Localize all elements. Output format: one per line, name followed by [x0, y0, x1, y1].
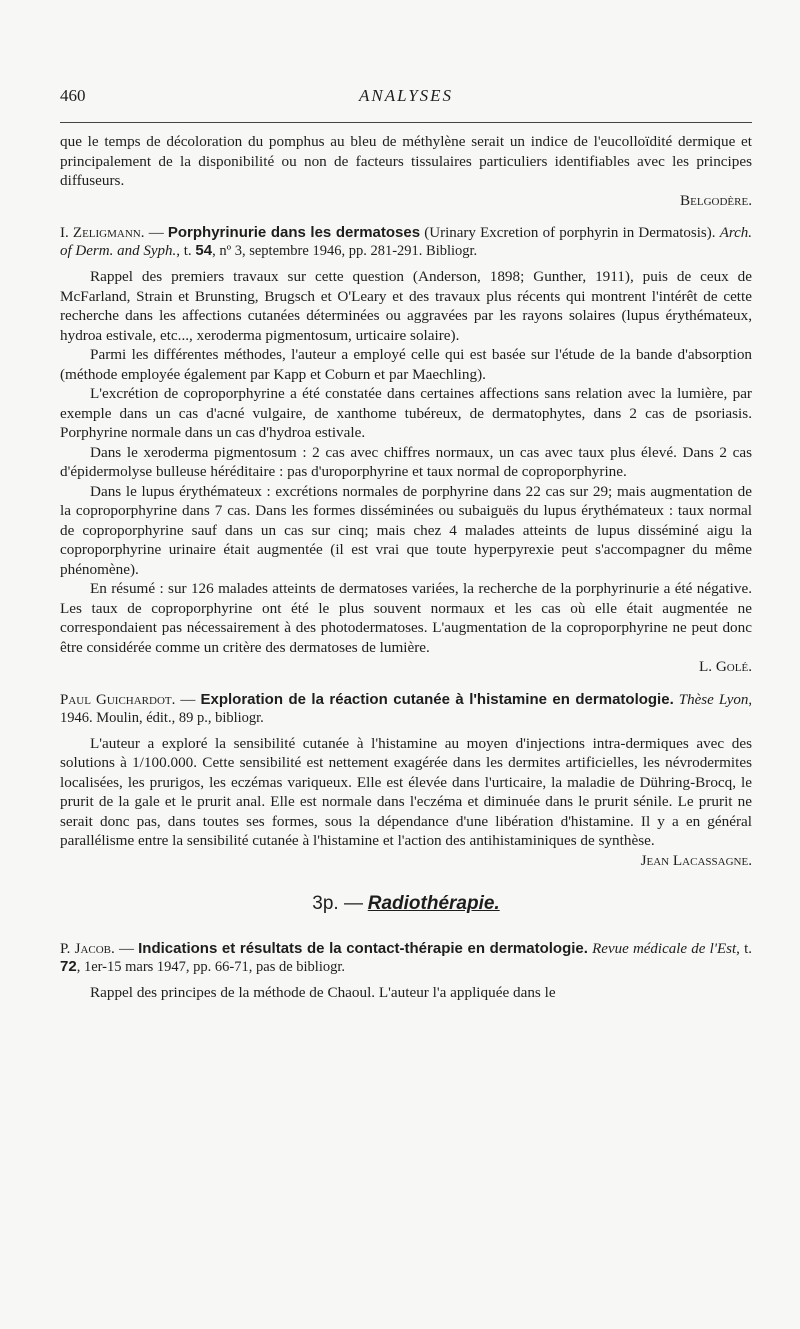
article1-volume: 54	[195, 242, 213, 259]
page-header	[60, 86, 752, 116]
article3-details: , 1er-15 mars 1947, pp. 66-71, pas de bibliogr.	[76, 958, 346, 975]
article2-reference	[60, 691, 752, 727]
article2-paragraph: L'auteur a exploré la sensibilité cutanée à l'histamine au moyen d'injections intra-dermiques avec des solutions à 1/100.000. Cette sensibilité est nettement exagérée dans les dermites artificielles, les névrodermites localisées, les prurigos, les eczémas variqueux. Elle est élevée dans l'urticaire, la maladie de Dühring-Brocq, le prurit de la gale et le prurit anal. Elle est normale dans l'eczéma et diminuée dans le prurit sénile. Le prurit ne serait donc pas, dans toutes ses formes, sous la dépendance d'une libération d'histamine. Il y a en général parallélisme entre la sensibilité cutanée à l'histamine et l'action des antihistaminiques de synthèse.	[60, 734, 752, 849]
article2-signature: Jean Lacassagne.	[640, 851, 752, 869]
article3-author: P. Jacob.	[60, 940, 115, 957]
article3-volume: 72	[60, 957, 77, 975]
section-title: Radiothérapie.	[367, 893, 500, 914]
section-heading	[60, 894, 752, 914]
article1-signature: L. Golé.	[698, 658, 752, 675]
article1-volume-prefix: , t.	[176, 243, 192, 259]
article2-dash: —	[180, 691, 196, 708]
article1-paragraph: Parmi les différentes méthodes, l'auteur a employé celle qui est basée sur l'étude de la bande d'absorption (méthode employée également par Kapp et Coburn et par Maechling).	[60, 346, 752, 383]
article1-dash: —	[148, 225, 164, 241]
section-label: 3p. —	[312, 893, 363, 914]
article2-author: Paul Guichardot.	[60, 691, 176, 708]
article3-volume-prefix: , t.	[736, 940, 753, 957]
page-number: 460	[60, 86, 86, 105]
article1-paragraph: En résumé : sur 126 malades atteints de dermatoses variées, la recherche de la porphyrinurie a été négative. Les taux de coproporphyrine ont été le plus souvent normaux et les cas où elle était augmentée ne correspondaient pas nécessairement à des photodermatoses. L'augmentation de la coproporphyrine ne peut donc être considérée comme un critère des dermatoses de lumière.	[60, 580, 752, 656]
article3-journal: Revue médicale de l'Est	[592, 940, 737, 957]
article1-details: , nº 3, septembre 1946, pp. 281-291. Bibliogr.	[212, 243, 478, 259]
running-title: ANALYSES	[358, 86, 454, 105]
article1-paragraph: Dans le lupus érythémateux : excrétions normales de porphyrine dans 22 cas sur 29; mais augmentation de la coproporphyrine dans 7 cas. Dans les formes disséminées ou subaiguës du lupus érythémateux : taux normal de coproporphyrine sauf dans un cas sur cinq; mais chez 4 malades atteints de lupus disséminé aigu la coproporphyrine urinaire était augmentée (il est vrai que toute hyperpyrexie peut s'accompagner du même phénomène).	[60, 482, 752, 578]
intro-paragraph: que le temps de décoloration du pomphus au bleu de méthylène serait un indice de l'eucolloïdité dermique et principalement de la disponibilité ou non de facteurs tissulaires particuliers identifiables avec les principes diffuseurs.	[60, 133, 752, 189]
article2-details: , 1946. Moulin, édit., 89 p., bibliogr.	[60, 691, 753, 726]
article1-paragraph: Rappel des premiers travaux sur cette question (Anderson, 1898; Gunther, 1911), puis de ceux de McFarland, Strain et Brunsting, Brugsch et O'Leary et des travaux plus récents qui montrent l'intérêt de cette recherche dans les affections cutanées déterminées ou aggravées par les rayons solaires (lupus érythémateux, hydroa estivale, etc..., xeroderma pigmentosum, urticaire solaire).	[60, 268, 752, 344]
article2-journal: Thèse Lyon	[678, 691, 749, 708]
article1-subtitle: (Urinary Excretion of porphyrin in Dermatosis).	[424, 225, 716, 241]
article3-title: Indications et résultats de la contact-thérapie en dermatologie.	[138, 939, 588, 957]
article2-title: Exploration de la réaction cutanée à l'histamine en dermatologie.	[200, 690, 674, 708]
article3-dash: —	[118, 940, 134, 957]
article3-reference	[60, 940, 752, 976]
page-body	[60, 132, 752, 1002]
intro-signature: Belgodère.	[680, 191, 752, 209]
article1-paragraph: L'excrétion de coproporphyrine a été constatée dans certaines affections sans relation avec la lumière, par exemple dans un cas d'acné vulgaire, de xanthome tubéreux, de dermatophytes, dans 2 cas de psoriasis. Porphyrine normale dans un cas d'hydroa estivale.	[60, 385, 752, 441]
header-rule	[60, 122, 752, 123]
article1-reference	[60, 224, 752, 260]
article1-paragraph: Dans le xeroderma pigmentosum : 2 cas avec chiffres normaux, un cas avec taux plus élevé. Dans 2 cas d'épidermolyse bulleuse héréditaire : pas d'uroporphyrine et taux normal de coproporphyrine.	[60, 443, 752, 480]
article3-paragraph: Rappel des principes de la méthode de Chaoul. L'auteur l'a appliquée dans le	[90, 983, 556, 1001]
article1-author: I. Zeligmann.	[60, 225, 145, 241]
article1-title: Porphyrinurie dans les dermatoses	[167, 224, 421, 241]
article1-journal: Arch. of Derm. and Syph.	[60, 225, 753, 259]
